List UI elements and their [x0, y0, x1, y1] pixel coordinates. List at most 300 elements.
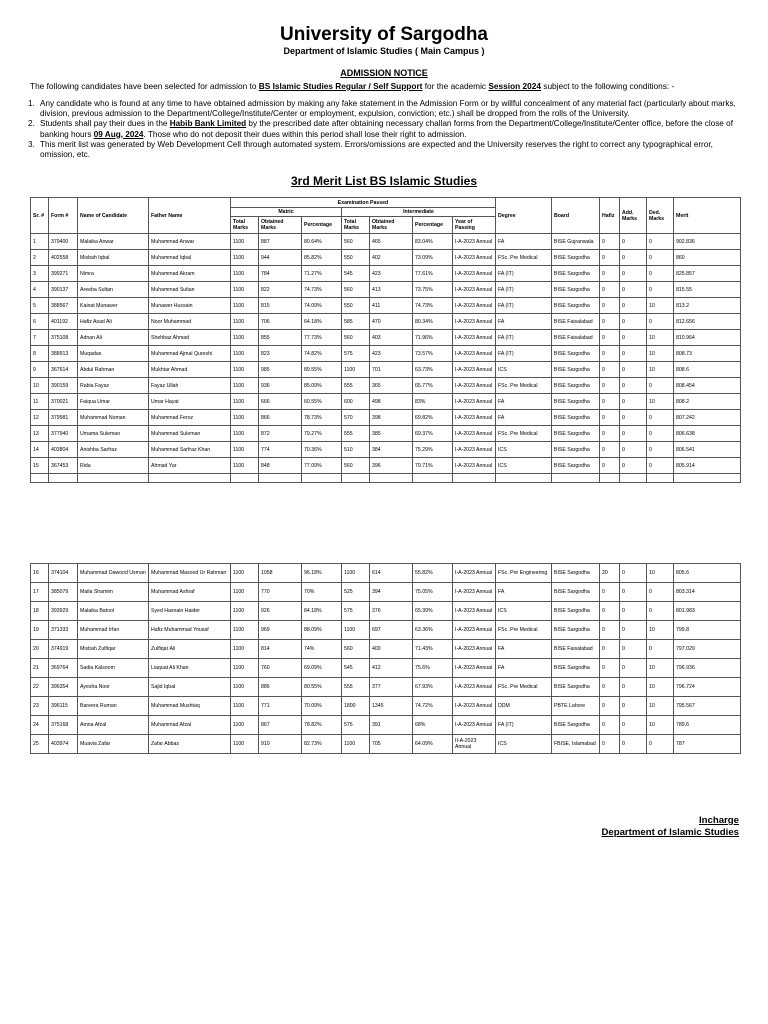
cell-inter-percentage: 73.75% — [413, 282, 453, 298]
cell-sr: 5 — [31, 298, 49, 314]
cell-degree: FA — [496, 583, 552, 602]
cell-board: BISE Sargodha — [552, 659, 600, 678]
cell-candidate-name: Abdul Rahman — [78, 362, 149, 378]
cell-ded-marks: 0 — [647, 735, 674, 754]
cell-ded-marks: 0 — [647, 250, 674, 266]
cell-sr: 10 — [31, 378, 49, 394]
cell-matric-percentage: 74% — [302, 640, 342, 659]
cell-inter-obtained: 402 — [370, 250, 413, 266]
cell-form-number: 374919 — [49, 640, 78, 659]
cell-inter-obtained: 365 — [370, 378, 413, 394]
signature-title: Incharge — [699, 815, 739, 826]
cell-merit: 805.914 — [674, 458, 741, 474]
cell-form-number: 371333 — [49, 621, 78, 640]
cell-year-of-passing: I-A-2023 Annual — [453, 282, 496, 298]
table-row — [31, 314, 741, 330]
table-row — [31, 697, 741, 716]
cell-add-marks: 0 — [620, 678, 647, 697]
empty-cell — [413, 474, 453, 483]
condition-text: Any candidate who is found at any time to have obtained admission by making any fake statement in the Admission Form or by willful concealment of any material fact (particularly about marks, division, previous admission to the Department/College/Institute/Center or employment, expulsion, conviction; etc.) shall be dropped from the rolls of the University. — [40, 99, 736, 119]
cell-inter-obtained: 391 — [370, 716, 413, 735]
cell-board: BISE Sargodha — [552, 564, 600, 583]
cell-inter-percentage: 83% — [413, 394, 453, 410]
cell-inter-percentage: 73.09% — [413, 250, 453, 266]
cell-add-marks: 0 — [620, 378, 647, 394]
cell-inter-percentage: 73.57% — [413, 346, 453, 362]
table-row — [31, 458, 741, 474]
cell-candidate-name: Anishba Sarfraz — [78, 442, 149, 458]
cell-year-of-passing: I-A-2023 Annual — [453, 564, 496, 583]
cell-hafiz: 0 — [600, 298, 620, 314]
cell-matric-obtained: 823 — [259, 346, 302, 362]
cell-inter-obtained: 377 — [370, 678, 413, 697]
cell-candidate-name: Muqadas — [78, 346, 149, 362]
table-row — [31, 564, 741, 583]
cell-merit: 808.2 — [674, 394, 741, 410]
header-inter-percentage: Percentage — [413, 217, 453, 234]
merit-list-title: 3rd Merit List BS Islamic Studies — [290, 174, 478, 188]
empty-cell — [647, 474, 674, 483]
cell-merit: 789.6 — [674, 716, 741, 735]
cell-sr: 16 — [31, 564, 49, 583]
cell-merit: 808.73 — [674, 346, 741, 362]
cell-add-marks: 0 — [620, 621, 647, 640]
cell-inter-total: 510 — [342, 442, 370, 458]
header-add-marks: Add. Marks — [620, 198, 647, 234]
condition-number: 3. — [28, 139, 35, 149]
cell-matric-percentage: 82.73% — [302, 735, 342, 754]
cell-form-number: 385079 — [49, 583, 78, 602]
cell-degree: FA (IT) — [496, 330, 552, 346]
cell-ded-marks: 0 — [647, 442, 674, 458]
empty-cell — [453, 474, 496, 483]
cell-father-name: Zafar Abbas — [149, 735, 231, 754]
cell-candidate-name: Rida — [78, 458, 149, 474]
cell-matric-total: 1100 — [231, 735, 259, 754]
cell-matric-total: 1100 — [231, 234, 259, 250]
cell-inter-total: 545 — [342, 659, 370, 678]
empty-cell — [49, 474, 78, 483]
header-name: Name of Candidate — [78, 198, 149, 234]
cell-sr: 8 — [31, 346, 49, 362]
cell-father-name: Noor Muhammad — [149, 314, 231, 330]
empty-cell — [496, 474, 552, 483]
cell-matric-obtained: 910 — [259, 735, 302, 754]
cell-matric-obtained: 760 — [259, 659, 302, 678]
cell-add-marks: 0 — [620, 458, 647, 474]
cell-merit: 825.857 — [674, 266, 741, 282]
cell-hafiz: 0 — [600, 659, 620, 678]
cell-add-marks: 0 — [620, 659, 647, 678]
cell-form-number: 396354 — [49, 678, 78, 697]
cell-form-number: 390159 — [49, 378, 78, 394]
cell-father-name: Muhammad Anwar — [149, 234, 231, 250]
table-row — [31, 735, 741, 754]
cell-board: BISE Gujranwala — [552, 234, 600, 250]
header-matric: Matric — [231, 208, 342, 217]
department-name: Department of Islamic Studies ( Main Campus ) — [283, 46, 485, 56]
cell-sr: 18 — [31, 602, 49, 621]
cell-father-name: Muhammad Suleman — [149, 426, 231, 442]
cell-matric-percentage: 77.73% — [302, 330, 342, 346]
cell-inter-total: 560 — [342, 234, 370, 250]
condition-text: by the prescribed date after obtaining necessary challan forms from the Department/College/Institute/Center office, before the close of banking hours — [40, 119, 733, 139]
cell-matric-obtained: 1058 — [259, 564, 302, 583]
cell-inter-percentage: 75.05% — [413, 583, 453, 602]
cell-board: BISE Sargodha — [552, 346, 600, 362]
cell-board: BISE Sargodha — [552, 266, 600, 282]
cell-ded-marks: 10 — [647, 716, 674, 735]
cell-inter-obtained: 465 — [370, 234, 413, 250]
cell-inter-percentage: 75.6% — [413, 659, 453, 678]
cell-year-of-passing: I-A-2023 Annual — [453, 362, 496, 378]
merit-table-body-2 — [31, 564, 741, 754]
condition-item — [28, 119, 744, 139]
cell-ded-marks: 10 — [647, 678, 674, 697]
cell-matric-percentage: 70% — [302, 583, 342, 602]
cell-inter-total: 555 — [342, 678, 370, 697]
cell-degree: ICS — [496, 362, 552, 378]
header-inter-total: Total Marks — [342, 217, 370, 234]
header-form: Form # — [49, 198, 78, 234]
cell-inter-total: 585 — [342, 314, 370, 330]
cell-inter-obtained: 614 — [370, 564, 413, 583]
cell-matric-obtained: 784 — [259, 266, 302, 282]
cell-form-number: 374104 — [49, 564, 78, 583]
cell-candidate-name: Misbah Iqbal — [78, 250, 149, 266]
cell-board: BISE Faisalabad — [552, 314, 600, 330]
cell-inter-obtained: 376 — [370, 602, 413, 621]
cell-year-of-passing: I-A-2023 Annual — [453, 583, 496, 602]
cell-candidate-name: Muavia Zafar — [78, 735, 149, 754]
header-matric-obtained: Obtained Marks — [259, 217, 302, 234]
cell-father-name: Muhammad Feroz — [149, 410, 231, 426]
cell-merit: 808.454 — [674, 378, 741, 394]
cell-degree: FSc. Pre Medical — [496, 250, 552, 266]
cell-merit: 810.964 — [674, 330, 741, 346]
cell-father-name: Munawer Hussain — [149, 298, 231, 314]
cell-inter-percentage: 71.43% — [413, 640, 453, 659]
cell-matric-obtained: 666 — [259, 394, 302, 410]
cell-candidate-name: Ayesha Noor — [78, 678, 149, 697]
empty-cell — [674, 474, 741, 483]
cell-candidate-name: Amna Afzal — [78, 716, 149, 735]
cell-matric-percentage: 77.09% — [302, 458, 342, 474]
cell-degree: FSc. Pre Medical — [496, 426, 552, 442]
signature-block — [601, 815, 739, 839]
cell-candidate-name: Adnan Ali — [78, 330, 149, 346]
cell-merit: 860 — [674, 250, 741, 266]
cell-inter-total: 545 — [342, 266, 370, 282]
merit-table-body-1 — [31, 234, 741, 483]
cell-matric-total: 1100 — [231, 330, 259, 346]
cell-hafiz: 0 — [600, 735, 620, 754]
cell-add-marks: 0 — [620, 442, 647, 458]
cell-form-number: 377940 — [49, 426, 78, 442]
cell-inter-total: 550 — [342, 250, 370, 266]
cell-board: BISE Faisalabad — [552, 640, 600, 659]
cell-ded-marks: 10 — [647, 394, 674, 410]
empty-cell — [78, 474, 149, 483]
cell-matric-total: 1100 — [231, 426, 259, 442]
cell-sr: 9 — [31, 362, 49, 378]
cell-board: BISE Sargodha — [552, 394, 600, 410]
cell-board: BISE Sargodha — [552, 410, 600, 426]
table-row — [31, 716, 741, 735]
university-title: University of Sargodha — [280, 24, 488, 45]
cell-board: BISE Sargodha — [552, 678, 600, 697]
cell-father-name: Syed Hasnain Haider — [149, 602, 231, 621]
cell-matric-total: 1100 — [231, 678, 259, 697]
cell-inter-obtained: 403 — [370, 330, 413, 346]
cell-candidate-name: Kainat Munawer — [78, 298, 149, 314]
merit-table-part-2 — [30, 563, 741, 754]
condition-text: . Those who do not deposit their dues within this period shall lose their right to admission. — [143, 129, 467, 139]
cell-matric-total: 1100 — [231, 362, 259, 378]
cell-inter-total: 525 — [342, 583, 370, 602]
cell-add-marks: 0 — [620, 602, 647, 621]
header-ded-marks: Ded. Marks — [647, 198, 674, 234]
cell-merit: 803.314 — [674, 583, 741, 602]
cell-degree: FSc. Pre Engineering — [496, 564, 552, 583]
table-row — [31, 330, 741, 346]
cell-ded-marks: 0 — [647, 458, 674, 474]
cell-inter-percentage: 67.93% — [413, 678, 453, 697]
cell-matric-percentage: 85.09% — [302, 378, 342, 394]
cell-year-of-passing: I-A-2023 Annual — [453, 346, 496, 362]
cell-sr: 14 — [31, 442, 49, 458]
cell-ded-marks: 10 — [647, 346, 674, 362]
cell-form-number: 370021 — [49, 394, 78, 410]
cell-degree: ICS — [496, 442, 552, 458]
cell-matric-percentage: 74.82% — [302, 346, 342, 362]
cell-hafiz: 0 — [600, 621, 620, 640]
cell-hafiz: 0 — [600, 442, 620, 458]
cell-father-name: Muhammad Mushtaq — [149, 697, 231, 716]
cell-ded-marks: 10 — [647, 659, 674, 678]
cell-inter-obtained: 423 — [370, 346, 413, 362]
cell-candidate-name: Muhammad Noman — [78, 410, 149, 426]
cell-inter-total: 560 — [342, 640, 370, 659]
cell-inter-percentage: 65.39% — [413, 602, 453, 621]
cell-merit: 787 — [674, 735, 741, 754]
condition-number: 1. — [28, 99, 35, 108]
cell-inter-obtained: 398 — [370, 410, 413, 426]
header-intermediate: Intermediate — [342, 208, 496, 217]
header-year-of-passing: Year of Passing — [453, 217, 496, 234]
cell-father-name: Muhammad Sultan — [149, 282, 231, 298]
cell-board: PBTE Lahore — [552, 697, 600, 716]
cell-candidate-name: Malaika Anwar — [78, 234, 149, 250]
program-name: BS Islamic Studies Regular / Self Support — [258, 81, 423, 91]
cell-ded-marks: 0 — [647, 378, 674, 394]
cell-hafiz: 0 — [600, 394, 620, 410]
cell-inter-total: 1100 — [342, 735, 370, 754]
empty-cell — [31, 474, 49, 483]
cell-sr: 19 — [31, 621, 49, 640]
cell-matric-obtained: 969 — [259, 621, 302, 640]
cell-form-number: 379981 — [49, 410, 78, 426]
cell-year-of-passing: I-A-2023 Annual — [453, 640, 496, 659]
cell-father-name: Mukhtar Ahmad — [149, 362, 231, 378]
cell-ded-marks: 0 — [647, 410, 674, 426]
cell-hafiz: 0 — [600, 410, 620, 426]
table-row — [31, 282, 741, 298]
header-matric-percentage: Percentage — [302, 217, 342, 234]
cell-degree: FA — [496, 410, 552, 426]
cell-inter-percentage: 77.61% — [413, 266, 453, 282]
cell-matric-total: 1100 — [231, 640, 259, 659]
cell-matric-obtained: 866 — [259, 410, 302, 426]
cell-year-of-passing: I-A-2023 Annual — [453, 426, 496, 442]
cell-father-name: Umar Hayat — [149, 394, 231, 410]
header-exam-passed: Examination Passed — [231, 198, 496, 208]
cell-board: BISE Faisalabad — [552, 330, 600, 346]
empty-cell — [620, 474, 647, 483]
cell-matric-total: 1100 — [231, 394, 259, 410]
cell-merit: 799.8 — [674, 621, 741, 640]
cell-year-of-passing: I-A-2023 Annual — [453, 234, 496, 250]
cell-matric-total: 1100 — [231, 583, 259, 602]
cell-hafiz: 0 — [600, 697, 620, 716]
cell-matric-obtained: 887 — [259, 234, 302, 250]
session-name: Session 2024 — [488, 81, 541, 91]
cell-matric-obtained: 822 — [259, 282, 302, 298]
cell-merit: 807.242 — [674, 410, 741, 426]
cell-sr: 6 — [31, 314, 49, 330]
cell-ded-marks: 0 — [647, 602, 674, 621]
intro-text: The following candidates have been selected for admission to — [30, 81, 259, 91]
cell-matric-total: 1100 — [231, 716, 259, 735]
cell-matric-percentage: 79.27% — [302, 426, 342, 442]
cell-add-marks: 0 — [620, 266, 647, 282]
cell-year-of-passing: I-A-2023 Annual — [453, 314, 496, 330]
cell-form-number: 367453 — [49, 458, 78, 474]
cell-sr: 11 — [31, 394, 49, 410]
cell-father-name: Muhammad Akram — [149, 266, 231, 282]
cell-father-name: Fayaz Ullah — [149, 378, 231, 394]
cell-matric-percentage: 69.09% — [302, 659, 342, 678]
cell-matric-percentage: 71.27% — [302, 266, 342, 282]
cell-inter-percentage: 69.37% — [413, 426, 453, 442]
cell-sr: 20 — [31, 640, 49, 659]
cell-matric-total: 1100 — [231, 697, 259, 716]
cell-merit: 812.656 — [674, 314, 741, 330]
cell-inter-total: 575 — [342, 602, 370, 621]
cell-hafiz: 0 — [600, 602, 620, 621]
cell-matric-total: 1100 — [231, 378, 259, 394]
cell-board: BISE Sargodha — [552, 442, 600, 458]
cell-inter-obtained: 411 — [370, 298, 413, 314]
cell-inter-total: 555 — [342, 378, 370, 394]
cell-inter-percentage: 68% — [413, 716, 453, 735]
cell-merit: 902.836 — [674, 234, 741, 250]
cell-add-marks: 0 — [620, 426, 647, 442]
cell-sr: 2 — [31, 250, 49, 266]
cell-add-marks: 0 — [620, 234, 647, 250]
cell-year-of-passing: I-A-2023 Annual — [453, 458, 496, 474]
table-row — [31, 346, 741, 362]
cell-matric-total: 1100 — [231, 250, 259, 266]
cell-add-marks: 0 — [620, 583, 647, 602]
cell-matric-obtained: 770 — [259, 583, 302, 602]
table-row — [31, 378, 741, 394]
cell-add-marks: 0 — [620, 697, 647, 716]
cell-sr: 22 — [31, 678, 49, 697]
cell-sr: 3 — [31, 266, 49, 282]
cell-sr: 17 — [31, 583, 49, 602]
cell-form-number: 403804 — [49, 442, 78, 458]
cell-board: BISE Sargodha — [552, 378, 600, 394]
table-row — [31, 602, 741, 621]
cell-sr: 25 — [31, 735, 49, 754]
cell-year-of-passing: I-A-2023 Annual — [453, 410, 496, 426]
cell-candidate-name: Nimra — [78, 266, 149, 282]
cell-matric-obtained: 886 — [259, 678, 302, 697]
cell-year-of-passing: I-A-2023 Annual — [453, 659, 496, 678]
cell-year-of-passing: I-A-2023 Annual — [453, 378, 496, 394]
cell-hafiz: 0 — [600, 426, 620, 442]
cell-form-number: 388567 — [49, 298, 78, 314]
condition-item — [28, 140, 744, 160]
cell-degree: FA (IT) — [496, 298, 552, 314]
cell-add-marks: 0 — [620, 640, 647, 659]
cell-father-name: Muhammad Sarfraz Khan — [149, 442, 231, 458]
cell-form-number: 369764 — [49, 659, 78, 678]
cell-board: BISE Sargodha — [552, 250, 600, 266]
cell-sr: 23 — [31, 697, 49, 716]
intro-paragraph — [30, 81, 750, 92]
cell-inter-obtained: 384 — [370, 442, 413, 458]
cell-sr: 4 — [31, 282, 49, 298]
cell-matric-total: 1100 — [231, 659, 259, 678]
table-row — [31, 678, 741, 697]
cell-matric-total: 1100 — [231, 621, 259, 640]
cell-father-name: Muhammad Masood Ur Rahman — [149, 564, 231, 583]
conditions-list — [28, 99, 744, 160]
condition-number: 2. — [28, 119, 35, 129]
table-row — [31, 426, 741, 442]
cell-inter-total: 570 — [342, 410, 370, 426]
cell-form-number: 375168 — [49, 716, 78, 735]
cell-inter-total: 550 — [342, 298, 370, 314]
cell-matric-percentage: 85.82% — [302, 250, 342, 266]
cell-matric-percentage: 78.73% — [302, 410, 342, 426]
cell-inter-percentage: 75.29% — [413, 442, 453, 458]
cell-inter-obtained: 498 — [370, 394, 413, 410]
cell-father-name: Hafiz Muhammad Yousaf — [149, 621, 231, 640]
cell-merit: 815.55 — [674, 282, 741, 298]
cell-inter-obtained: 470 — [370, 314, 413, 330]
cell-degree: FA (IT) — [496, 346, 552, 362]
cell-inter-percentage: 70.71% — [413, 458, 453, 474]
cell-matric-obtained: 815 — [259, 298, 302, 314]
intro-text: for the academic — [422, 81, 489, 91]
cell-sr: 7 — [31, 330, 49, 346]
cell-ded-marks: 0 — [647, 314, 674, 330]
cell-matric-obtained: 855 — [259, 330, 302, 346]
cell-candidate-name: Rabia Fayaz — [78, 378, 149, 394]
cell-matric-total: 1100 — [231, 410, 259, 426]
condition-item — [28, 99, 744, 119]
cell-form-number: 399271 — [49, 266, 78, 282]
header-degree: Degree — [496, 198, 552, 234]
cell-year-of-passing: I-A-2023 Annual — [453, 697, 496, 716]
cell-inter-percentage: 55.82% — [413, 564, 453, 583]
cell-sr: 13 — [31, 426, 49, 442]
cell-father-name: Sajid Iqbal — [149, 678, 231, 697]
table-row — [31, 266, 741, 282]
